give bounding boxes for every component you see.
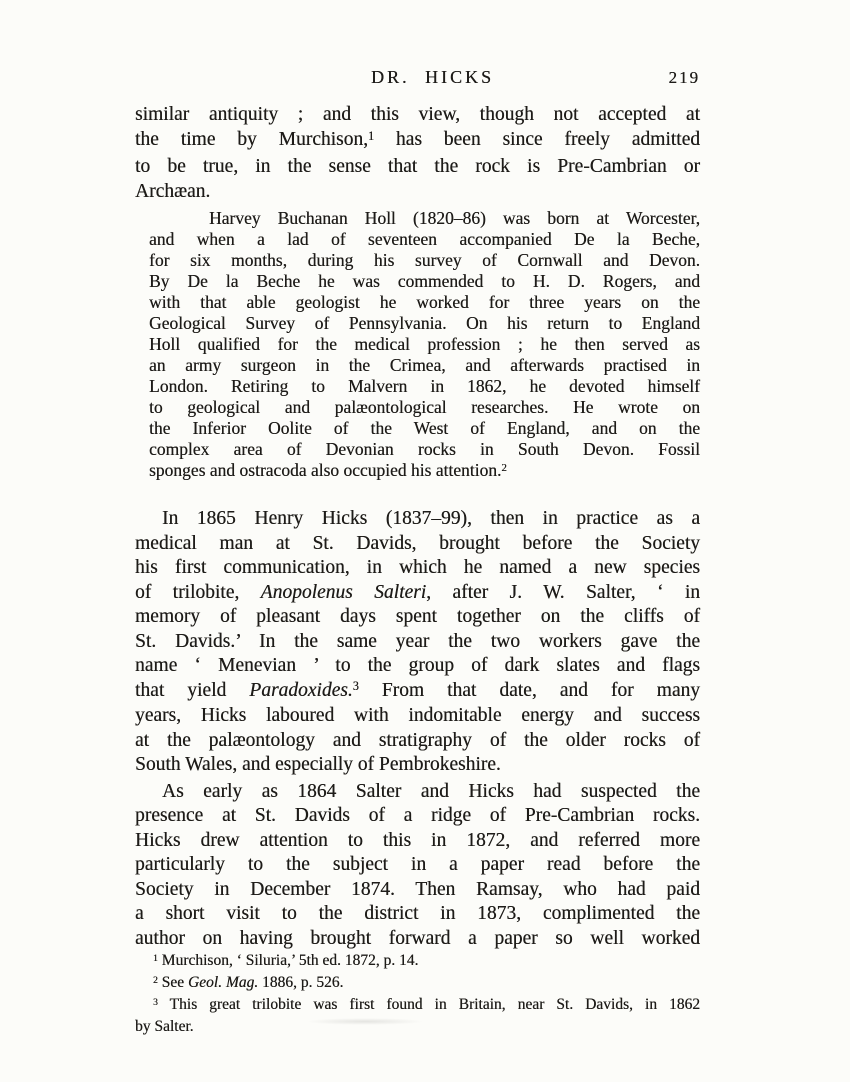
page-number: 219 bbox=[668, 68, 700, 87]
footnote-ref-3: 3 bbox=[352, 679, 359, 694]
text-segment: , after J. W. Salter, ‘ in bbox=[426, 581, 701, 603]
text-line: to be true, in the sense that the rock is Pre-Cambrian or bbox=[135, 156, 700, 177]
text-segment: has been since freely admitted bbox=[374, 129, 700, 150]
scan-smudge-artifact bbox=[306, 1018, 424, 1025]
footnote-3-continuation: by Salter. bbox=[135, 1018, 194, 1035]
text-line: an army surgeon in the Crimea, and afterwards practised in bbox=[149, 355, 700, 375]
text-line: Holl qualified for the medical profession ; he then served as bbox=[149, 334, 700, 354]
text-segment: the time by Murchison, bbox=[135, 129, 368, 150]
text-column bbox=[135, 66, 700, 1037]
text-line: years, Hicks laboured with indomitable energy and success bbox=[135, 705, 700, 726]
text-line: similar antiquity ; and this view, though not accepted at bbox=[135, 104, 700, 125]
text-line: complex area of Devonian rocks in South Devon. Fossil bbox=[149, 439, 700, 459]
species-name-italic: Paradoxides. bbox=[249, 679, 353, 701]
text-line: and when a lad of seventeen accompanied De la Beche, bbox=[149, 229, 700, 249]
running-head bbox=[135, 66, 700, 88]
footnote-ref-2: 2 bbox=[501, 462, 507, 475]
footnote-marker-2: 2 bbox=[153, 974, 158, 986]
text-line: particularly to the subject in a paper read before the bbox=[135, 854, 700, 875]
text-segment: that yield bbox=[135, 679, 250, 701]
text-line bbox=[135, 127, 700, 154]
journal-name-italic: Geol. Mag. bbox=[187, 974, 259, 991]
text-segment: See bbox=[157, 974, 188, 991]
text-segment: 1886, p. 526. bbox=[258, 974, 344, 991]
text-line: presence at St. Davids of a ridge of Pre-Cambrian rocks. bbox=[135, 805, 700, 826]
page-title: DR. HICKS bbox=[370, 67, 494, 87]
text-line: with that able geologist he worked for three years on the bbox=[149, 292, 700, 312]
blockquote-holl bbox=[149, 208, 700, 484]
text-line bbox=[135, 679, 700, 705]
text-line: to geological and palæontological researches. He wrote on bbox=[149, 397, 700, 417]
text-line: memory of pleasant days spent together on the cliffs of bbox=[135, 606, 700, 627]
text-line: his first communication, in which he named a new species bbox=[135, 557, 700, 578]
paragraph-hicks-1865 bbox=[135, 507, 700, 778]
text-line: Hicks drew attention to this in 1872, and referred more bbox=[135, 829, 700, 851]
footnote-marker-3: 3 bbox=[153, 996, 158, 1008]
text-line: the Inferior Oolite of the West of England, and on the bbox=[149, 418, 700, 438]
text-line: Archæan. bbox=[135, 181, 211, 202]
text-line: London. Retiring to Malvern in 1862, he devoted himself bbox=[149, 376, 700, 396]
text-line: Geological Survey of Pennsylvania. On his return to England bbox=[149, 313, 700, 333]
text-line: medical man at St. Davids, brought before the Society bbox=[135, 532, 700, 554]
text-line: name ‘ Menevian ’ to the group of dark slates and flags bbox=[135, 655, 700, 676]
text-line: author on having brought forward a paper so well worked bbox=[135, 927, 700, 949]
text-segment: From that date, and for many bbox=[358, 679, 700, 701]
text-segment: This great trilobite was first found in Britain, near St. Davids, in 1862 bbox=[157, 996, 700, 1013]
text-line: By De la Beche he was commended to H. D. Rogers, and bbox=[149, 271, 700, 291]
paragraph-salter-1864 bbox=[135, 780, 700, 952]
text-line bbox=[135, 581, 700, 606]
footnote-1 bbox=[135, 951, 700, 973]
text-line: In 1865 Henry Hicks (1837–99), then in practice as a bbox=[162, 508, 700, 529]
text-segment: of trilobite, bbox=[135, 581, 261, 603]
text-line bbox=[149, 460, 700, 484]
text-line: St. Davids.’ In the same year the two workers gave the bbox=[135, 630, 700, 652]
text-line: Society in December 1874. Then Ramsay, who had paid bbox=[135, 878, 700, 900]
text-line: Harvey Buchanan Holl (1820–86) was born at Worcester, bbox=[209, 208, 700, 228]
text-segment: Murchison, ‘ Siluria,’ 5th ed. 1872, p. 14. bbox=[157, 952, 419, 969]
footnote-3 bbox=[135, 995, 700, 1017]
text-segment: sponges and ostracoda also occupied his attention. bbox=[149, 460, 502, 480]
species-name-italic: Anopolenus Salteri bbox=[260, 581, 427, 603]
text-line: for six months, during his survey of Cornwall and Devon. bbox=[149, 250, 700, 270]
text-line: a short visit to the district in 1873, complimented the bbox=[135, 903, 700, 924]
paragraph-opening bbox=[135, 102, 700, 204]
footnote-marker-1: 1 bbox=[153, 952, 158, 964]
footnote-2 bbox=[135, 973, 700, 995]
text-line: South Wales, and especially of Pembrokeshire. bbox=[135, 754, 501, 775]
footnote-ref-1: 1 bbox=[367, 128, 375, 143]
text-line: As early as 1864 Salter and Hicks had suspected the bbox=[162, 780, 700, 802]
text-line: at the palæontology and stratigraphy of the older rocks of bbox=[135, 729, 700, 751]
